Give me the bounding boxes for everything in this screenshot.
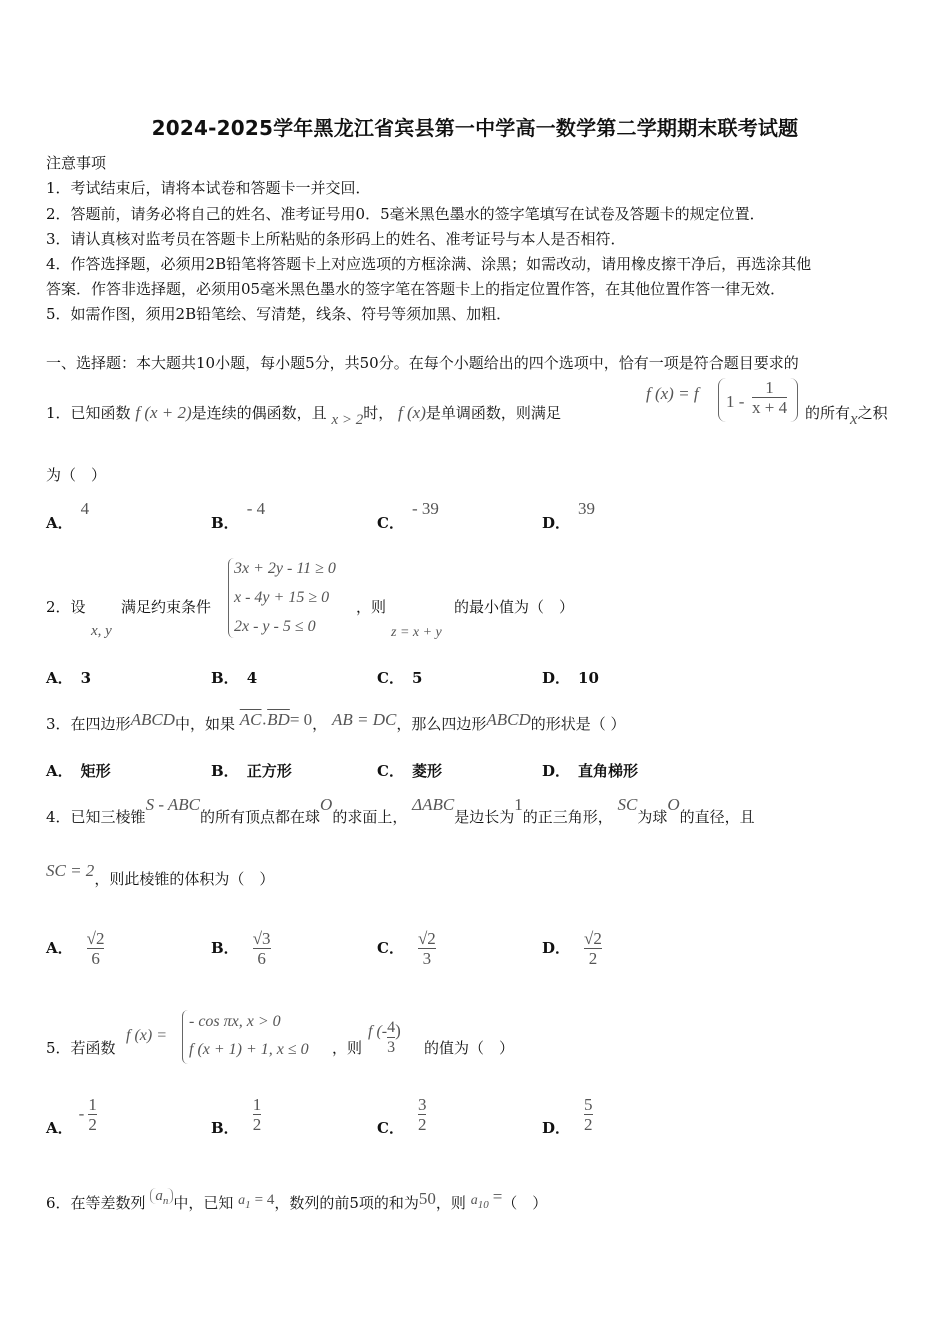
constraint: 2x - y - 5 ≤ 0 — [234, 618, 316, 635]
question-4-line2: SC = 2，则此棱锥的体积为（ ） — [46, 861, 275, 888]
notice-item: 1．考试结束后，请将本试卷和答题卡一并交回． — [46, 179, 371, 197]
notice-item: 5．如需作图，须用2B铅笔绘、写清楚，线条、符号等须加黑、加粗． — [46, 305, 512, 323]
question-2-text: ，则 — [356, 598, 387, 616]
option-a[interactable]: A． 3 — [46, 669, 92, 687]
question-number: 3． — [46, 715, 71, 733]
option-d[interactable]: D． 直角梯形 — [542, 762, 639, 780]
formula-part: f (- $\frac{4}{3}$ ) — [368, 1019, 401, 1056]
option-d[interactable]: D． $\frac{5}{2}$ — [542, 1095, 593, 1137]
question-1-formula: f (x) = f — [646, 384, 699, 403]
question-4-line: 4．已知三棱锥S - ABC的所有顶点都在球O的求面上， ΔABC是边长为1的正三角形， SC为球O的直径，且 — [46, 795, 755, 826]
option-b[interactable]: B． 4 — [211, 669, 258, 687]
formula-part: x, y — [91, 623, 112, 639]
option-c[interactable]: C． 5 — [377, 669, 423, 687]
option-d[interactable]: D． $\frac{√2}{2}$ — [542, 929, 602, 968]
option-c[interactable]: C． $\frac{3}{2}$ — [377, 1095, 427, 1137]
question-number: 4． — [46, 808, 71, 826]
formula-part: f (x) = — [126, 1027, 167, 1044]
question-2-line: 2．设 — [46, 598, 86, 616]
option-d[interactable]: D． 10 — [542, 669, 599, 687]
formula-part: 1 - — [726, 392, 745, 411]
section-heading: 一、选择题：本大题共10小题，每小题5分，共50分。在每个小题给出的四个选项中，恰有一项是符合题目要求的 — [46, 354, 799, 372]
piece: - cos πx, x > 0 — [189, 1013, 281, 1030]
option-b[interactable]: B． $\frac{√3}{6}$ — [211, 929, 271, 968]
question-2-text: 的最小值为（ ） — [454, 598, 575, 616]
option-d[interactable]: D．39 — [542, 499, 596, 532]
formula-part: z = x + y — [391, 625, 442, 640]
fraction: $\frac{1}{x + 4}$ — [752, 378, 788, 417]
option-b[interactable]: B． $\frac{1}{2}$ — [211, 1095, 262, 1137]
question-1-line: 1．已知函数 f (x + 2)是连续的偶函数，且 x > 2时， f (x)是单调函数，则满足 — [46, 403, 561, 428]
option-a[interactable]: A．4 — [46, 499, 90, 532]
question-number: 2． — [46, 598, 71, 616]
question-number: 1． — [46, 404, 71, 422]
question-3-line: 3．在四边形ABCD中，如果 $\overline{AC}\cdot\overline{BD}= 0$， AB = DC，那么四边形ABCD的形状是（ ） — [46, 710, 626, 733]
option-c[interactable]: C．- 39 — [377, 499, 439, 532]
question-1-line2: 为（ ） — [46, 466, 107, 484]
constraint: 3x + 2y - 11 ≥ 0 — [234, 560, 336, 577]
question-1-tail: 的所有x之积 — [805, 404, 888, 428]
option-c[interactable]: C． $\frac{√2}{3}$ — [377, 929, 436, 968]
question-5-text: ，则 — [332, 1039, 363, 1057]
option-a[interactable]: A． $\frac{√2}{6}$ — [46, 929, 105, 968]
option-b[interactable]: B． 正方形 — [211, 762, 292, 780]
question-2-text: 满足约束条件 — [121, 598, 212, 616]
notice-heading: 注意事项 — [46, 154, 107, 172]
notice-item: 4．作答选择题，必须用2B铅笔将答题卡上对应选项的方框涂满、涂黑；如需改动，请用橡皮擦干净后，再选涂其他 — [46, 255, 812, 273]
question-number: 6． — [46, 1194, 71, 1212]
question-6-line: 6．在等差数列 $a_n$ 中，已知 $a_1 = 4$，数列的前5项的和为50，则 $a_{10}$ =（ ） — [46, 1187, 548, 1212]
question-5-text: 的值为（ ） — [424, 1039, 515, 1057]
option-a[interactable]: A． 矩形 — [46, 762, 111, 780]
notice-item: 3．请认真核对监考员在答题卡上所粘贴的条形码上的姓名、准考证号与本人是否相符． — [46, 230, 626, 248]
constraint: x - 4y + 15 ≥ 0 — [234, 589, 330, 606]
piece: f (x + 1) + 1, x ≤ 0 — [189, 1041, 309, 1058]
option-b[interactable]: B．- 4 — [211, 499, 266, 532]
option-c[interactable]: C． 菱形 — [377, 762, 442, 780]
brace-decoration — [182, 1010, 189, 1064]
question-number: 5． — [46, 1039, 71, 1057]
notice-item: 2．答题前，请务必将自己的姓名、准考证号用0．5毫米黑色墨水的签字笔填写在试卷及答题卡的规定位置． — [46, 205, 765, 223]
option-a[interactable]: A．- $\frac{1}{2}$ — [46, 1095, 97, 1137]
question-5-line: 5．若函数 — [46, 1039, 116, 1057]
page-title: 2024-2025学年黑龙江省宾县第一中学高一数学第二学期期末联考试题 — [151, 116, 799, 140]
notice-item: 答案．作答非选择题，必须用05毫米黑色墨水的签字笔在答题卡上的指定位置作答，在其他位置作答一律无效． — [46, 280, 786, 298]
